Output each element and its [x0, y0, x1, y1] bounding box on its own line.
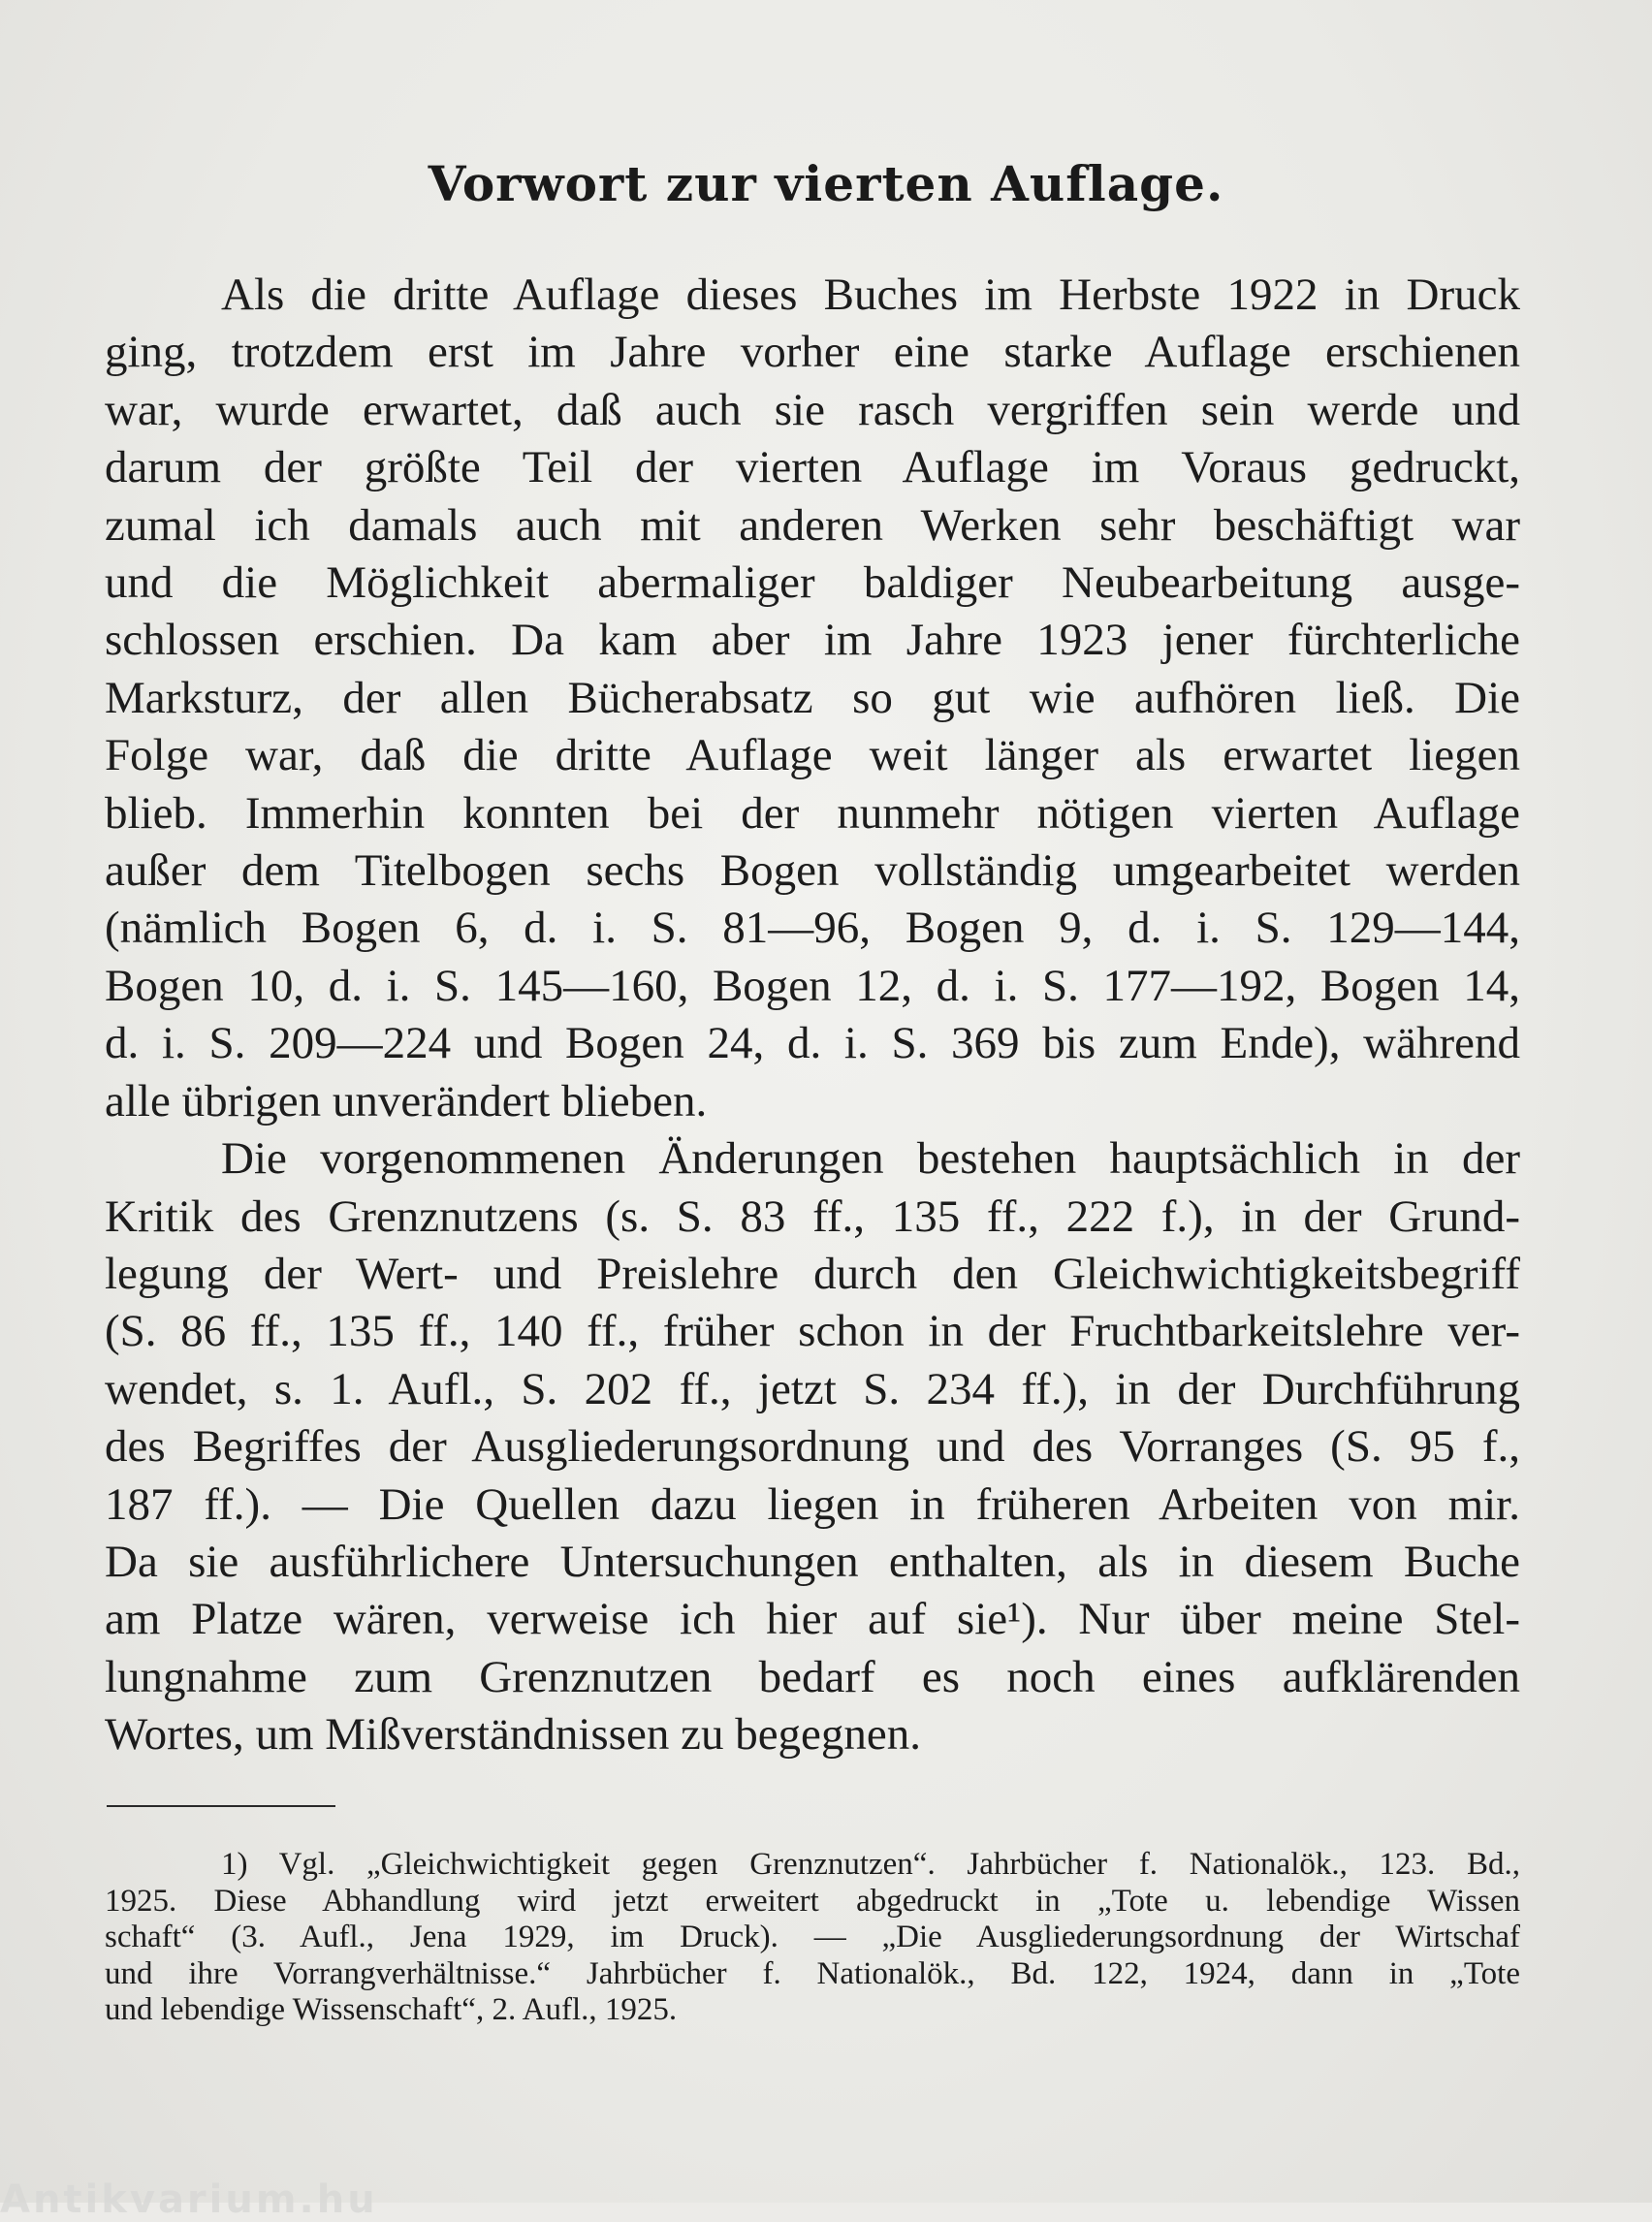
text-line: war, wurde erwartet, daß auch sie rasch vergriffen sein werde und [105, 384, 1520, 435]
footnote-line: und lebendige Wissenschaft“, 2. Aufl., 1925. [105, 1992, 678, 2028]
text-line: alle übrigen unverändert blieben. [105, 1075, 708, 1127]
text-line: Marksturz, der allen Bücherabsatz so gut wie aufhören ließ. Die [105, 672, 1520, 723]
text-line: (S. 86 ff., 135 ff., 140 ff., früher schon in der Fruchtbarkeitslehre ver- [105, 1306, 1520, 1357]
text-line: wendet, s. 1. Aufl., S. 202 ff., jetzt S. 234 ff.), in der Durchführung [105, 1363, 1520, 1414]
text-line: Da sie ausführlichere Untersuchungen enthalten, als in diesem Buche [105, 1536, 1520, 1587]
text-line: Bogen 10, d. i. S. 145—160, Bogen 12, d. i. S. 177—192, Bogen 14, [105, 960, 1520, 1011]
text-line: schlossen erschien. Da kam aber im Jahre 1923 jener fürchterliche [105, 615, 1520, 666]
text-line: Kritik des Grenznutzens (s. S. 83 ff., 135 ff., 222 f.), in der Grund- [105, 1190, 1520, 1242]
text-line: Die vorgenommenen Änderungen bestehen hauptsächlich in der [221, 1133, 1520, 1185]
text-line: lungnahme zum Grenznutzen bedarf es noch eines aufklärenden [105, 1651, 1520, 1702]
preface-body [105, 267, 1520, 1764]
footnote-line: schaft“ (3. Aufl., Jena 1929, im Druck). — „Die Ausgliederungsordnung der Wirtschaf [105, 1920, 1520, 1955]
text-line: des Begriffes der Ausgliederungsordnung und des Vorranges (S. 95 f., [105, 1421, 1520, 1473]
text-line: legung der Wert- und Preislehre durch den Gleichwichtigkeitsbegriff [105, 1248, 1520, 1299]
footnote-line: und ihre Vorrangverhältnisse.“ Jahrbücher f. Nationalök., Bd. 122, 1924, dann in „Tote [105, 1955, 1520, 1991]
text-line: blieb. Immerhin konnten bei der nunmehr nötigen vierten Auflage [105, 787, 1520, 839]
text-line: d. i. S. 209—224 und Bogen 24, d. i. S. 369 bis zum Ende), während [105, 1018, 1520, 1069]
text-line: darum der größte Teil der vierten Auflage im Voraus gedruckt, [105, 442, 1520, 493]
text-line: außer dem Titelbogen sechs Bogen vollständig umgearbeitet werden [105, 845, 1520, 897]
text-line: ging, trotzdem erst im Jahre vorher eine starke Auflage erschienen [105, 327, 1520, 378]
text-line: am Platze wären, verweise ich hier auf sie¹). Nur über meine Stel- [105, 1594, 1520, 1645]
text-line: Als die dritte Auflage dieses Buches im Herbste 1922 in Druck [221, 270, 1520, 320]
footnote [105, 1847, 1520, 2029]
text-line: und die Möglichkeit abermaliger baldiger Neubearbeitung ausge- [105, 557, 1520, 609]
watermark: Antikvarium.hu [0, 2177, 378, 2222]
footnote-line: 1) Vgl. „Gleichwichtigkeit gegen Grenznutzen“. Jahrbücher f. Nationalök., 123. Bd., [221, 1847, 1520, 1882]
text-line: (nämlich Bogen 6, d. i. S. 81—96, Bogen 9, d. i. S. 129—144, [105, 903, 1520, 954]
footnote-line: 1925. Diese Abhandlung wird jetzt erweitert abgedruckt in „Tote u. lebendige Wissen [105, 1883, 1520, 1919]
text-line: 187 ff.). — Die Quellen dazu liegen in früheren Arbeiten von mir. [105, 1478, 1520, 1530]
text-line: zumal ich damals auch mit anderen Werken sehr beschäftigt war [105, 499, 1520, 551]
text-line: Folge war, daß die dritte Auflage weit länger als erwartet liegen [105, 730, 1520, 781]
text-line: Wortes, um Mißverständnissen zu begegnen. [105, 1709, 922, 1761]
page-title: Vorwort zur vierten Auflage. [428, 155, 1224, 212]
footnote-divider [107, 1805, 335, 1807]
